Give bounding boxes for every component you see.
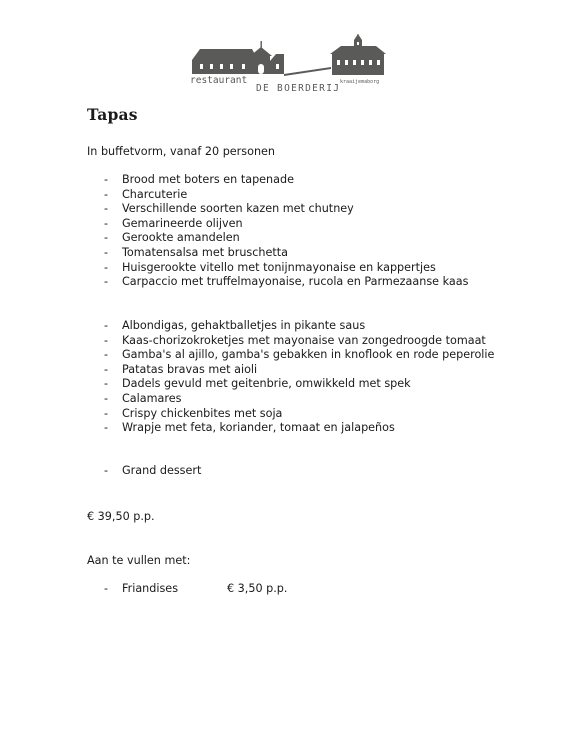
restaurant-logo: [186, 34, 392, 92]
list-dash: -: [104, 216, 109, 230]
list-item-text: Gerookte amandelen: [122, 231, 240, 245]
list-item-text: Gamba's al ajillo, gamba's gebakken in knoflook en rode peperolie: [122, 348, 495, 362]
list-dash: -: [104, 245, 109, 259]
list-dash: -: [104, 275, 109, 289]
list-dash: -: [104, 173, 109, 186]
list-dash: -: [104, 187, 109, 201]
list-item-text: Kaas-chorizokroketjes met mayonaise van zongedroogde tomaat: [122, 333, 486, 347]
list-item-text: Brood met boters en tapenade: [122, 173, 294, 186]
list-dash: -: [104, 582, 109, 595]
list-item-text: Verschillende soorten kazen met chutney: [122, 202, 354, 216]
intro-text: In buffetvorm, vanaf 20 personen: [87, 145, 276, 158]
list-item-text: Huisgerookte vitello met tonijnmayonaise en kappertjes: [122, 260, 436, 274]
extra-item-label: Friandises: [122, 582, 179, 595]
list-dash: -: [104, 362, 109, 376]
list-item-text: Calamares: [122, 391, 182, 405]
list-item-text: Charcuterie: [122, 187, 188, 201]
list-dash: -: [104, 464, 109, 477]
list-item-text: Carpaccio met truffelmayonaise, rucola en Parmezaanse kaas: [122, 275, 469, 289]
list-dash: -: [104, 319, 109, 332]
list-item-text: Crispy chickenbites met soja: [122, 406, 283, 420]
logo-word-kraaijemaborg: kraaijemaborg: [340, 79, 380, 85]
list-item-text: Dadels gevuld met geitenbrie, omwikkeld met spek: [122, 377, 411, 391]
page-title: Tapas: [87, 105, 138, 124]
list-dash: -: [104, 260, 109, 274]
list-dash: -: [104, 421, 109, 435]
list-item-text: Tomatensalsa met bruschetta: [122, 245, 289, 259]
logo-word-restaurant: restaurant: [190, 75, 248, 86]
list-dash: -: [104, 348, 109, 362]
list-dash: -: [104, 391, 109, 405]
list-item-text: Albondigas, gehaktballetjes in pikante saus: [122, 319, 366, 332]
list-dash: -: [104, 231, 109, 245]
list-item-text: Grand dessert: [122, 464, 202, 477]
list-item-text: Gemarineerde olijven: [122, 216, 243, 230]
price-per-person: € 39,50 p.p.: [87, 510, 155, 523]
list-item-text: Wrapje met feta, koriander, tomaat en jalapeños: [122, 421, 395, 435]
logo-word-de-boerderij: DE BOERDERIJ: [256, 83, 341, 92]
list-dash: -: [104, 202, 109, 216]
extra-item-price: € 3,50 p.p.: [227, 582, 288, 595]
list-dash: -: [104, 333, 109, 347]
list-dash: -: [104, 406, 109, 420]
extra-heading: Aan te vullen met:: [87, 554, 191, 567]
list-dash: -: [104, 377, 109, 391]
farmhouse-illustration: [192, 34, 386, 76]
list-item-text: Patatas bravas met aioli: [122, 362, 258, 376]
